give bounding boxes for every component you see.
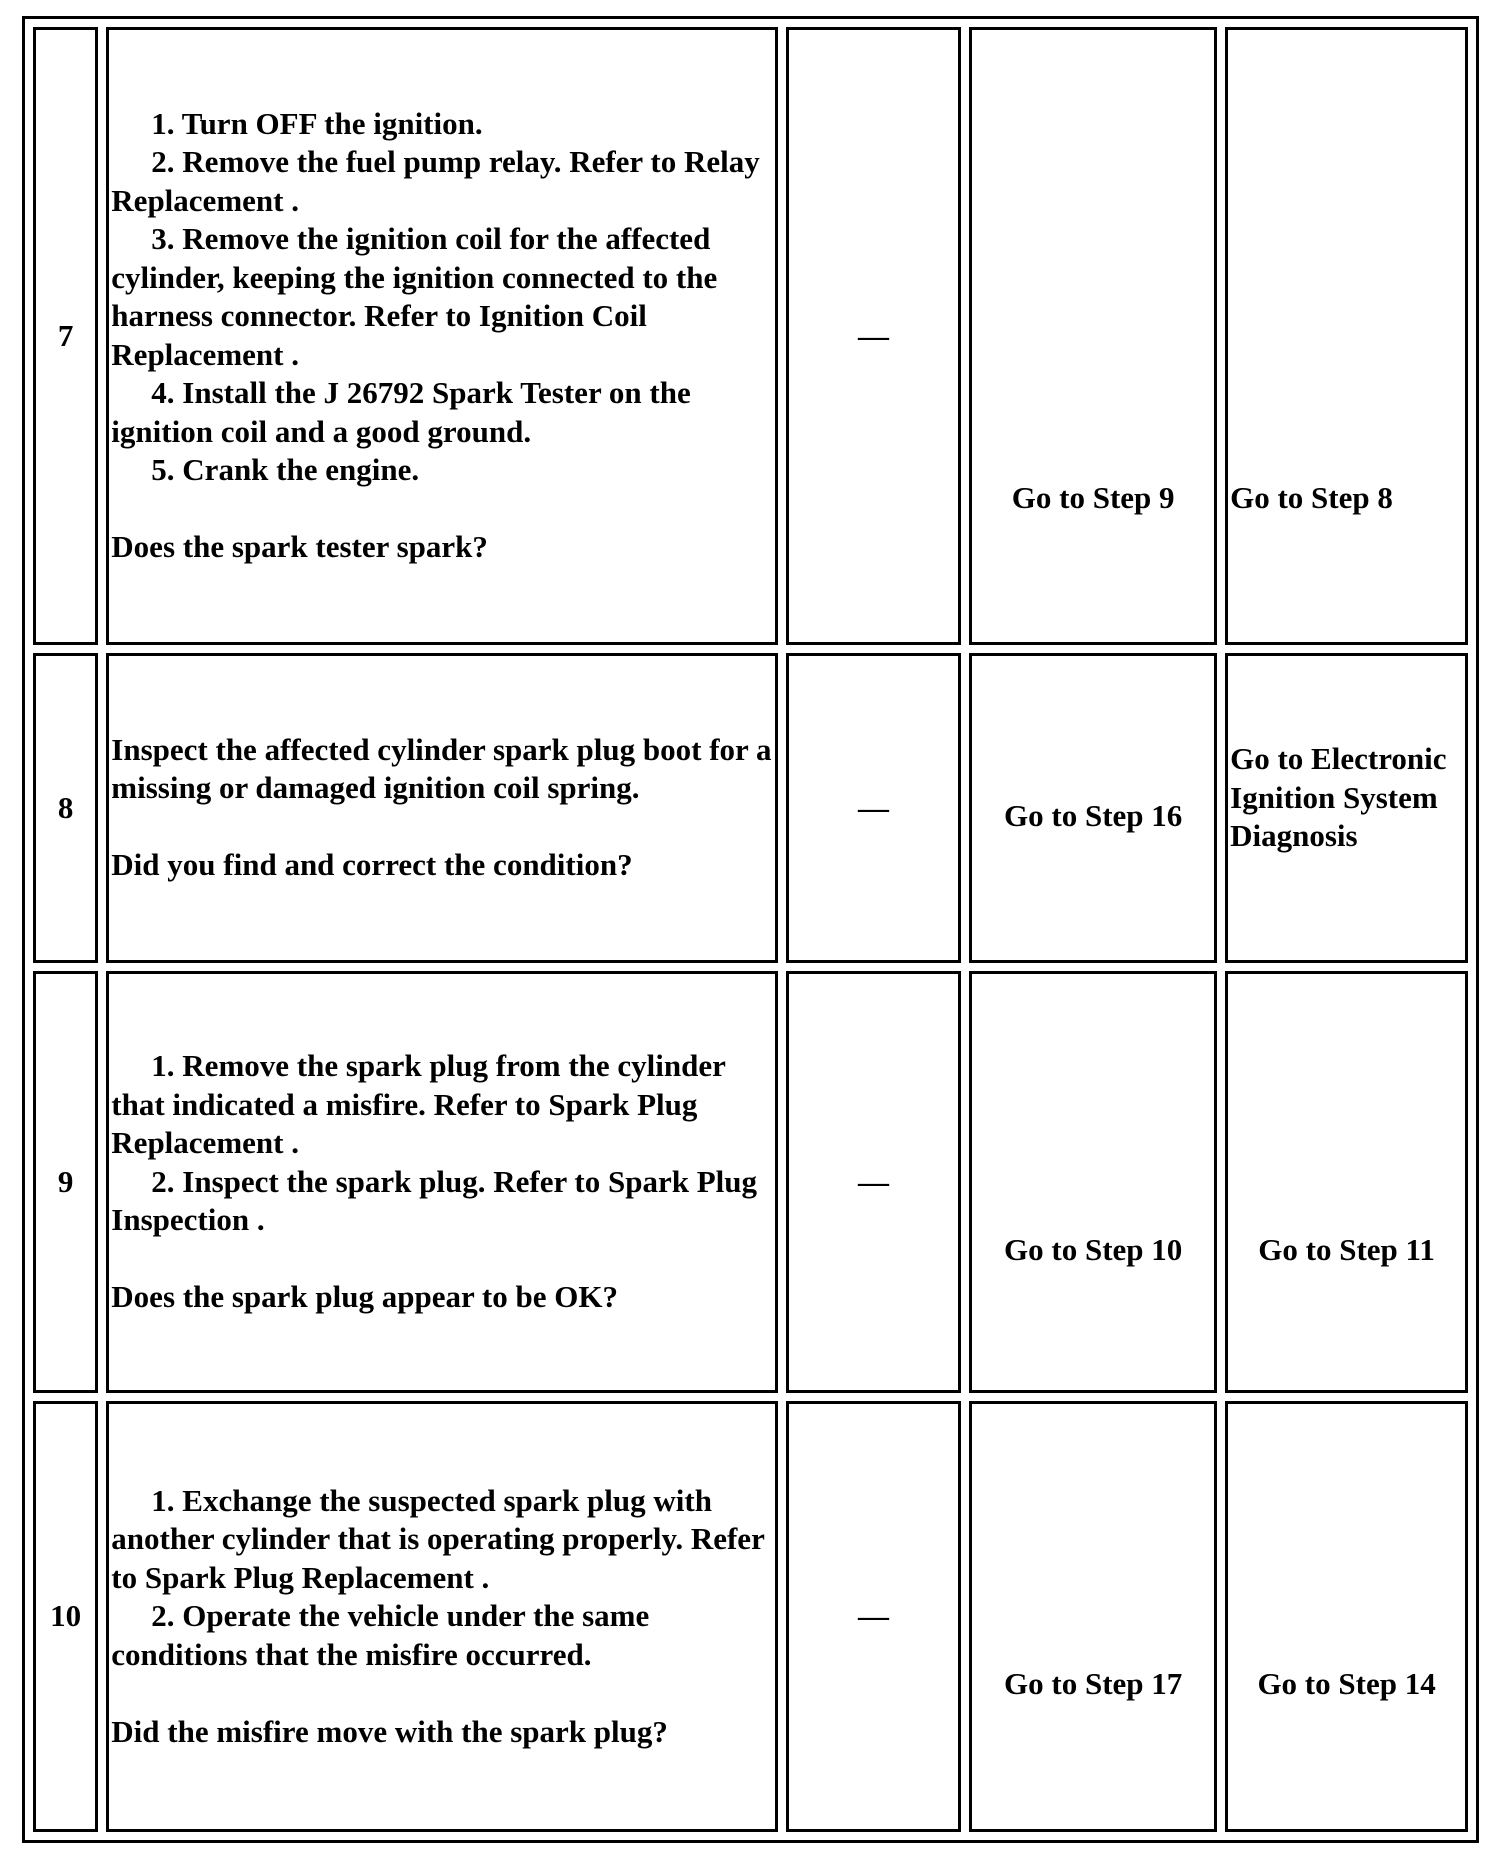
action-item: 3. Remove the ignition coil for the affected cylinder, keeping the ignition connected to the harness connector. Refer to Ignition Coil Replacement . (111, 221, 718, 372)
no-cell (1225, 653, 1468, 963)
no-link[interactable]: Go to Electronic Ignition System Diagnosis (1230, 741, 1447, 854)
no-link[interactable]: Go to Step 14 (1257, 1666, 1436, 1702)
action-item: 2. Operate the vehicle under the same conditions that the misfire occurred. (111, 1598, 650, 1672)
action-question: Does the spark plug appear to be OK? (111, 1279, 618, 1315)
yes-link[interactable]: Go to Step 9 (1011, 479, 1175, 515)
value-cell: — (786, 1401, 962, 1832)
spacer (111, 490, 772, 529)
step-number: 10 (33, 1401, 98, 1832)
spacer (111, 1674, 772, 1713)
action-cell (106, 971, 777, 1394)
action-item: 4. Install the J 26792 Spark Tester on the ignition coil and a good ground. (111, 375, 691, 449)
no-cell (1225, 1401, 1468, 1832)
action-item: 5. Crank the engine. (151, 452, 420, 488)
no-link[interactable]: Go to Step 8 (1230, 479, 1393, 515)
yes-link[interactable]: Go to Step 10 (1004, 1231, 1183, 1267)
no-cell (1225, 971, 1468, 1394)
no-link[interactable]: Go to Step 11 (1258, 1231, 1435, 1267)
step-number: 9 (33, 971, 98, 1394)
action-item: 2. Remove the fuel pump relay. Refer to Relay Replacement . (111, 144, 760, 218)
value-cell: — (786, 653, 962, 963)
step-number: 7 (33, 27, 98, 645)
yes-cell (969, 653, 1217, 963)
table-row (33, 971, 1468, 1394)
action-cell (106, 653, 777, 963)
yes-link[interactable]: Go to Step 16 (1004, 797, 1183, 833)
spacer (111, 808, 772, 847)
action-cell (106, 27, 777, 645)
action-item: 2. Inspect the spark plug. Refer to Spark Plug Inspection . (111, 1163, 757, 1238)
yes-cell (969, 27, 1217, 645)
yes-link[interactable]: Go to Step 17 (1004, 1666, 1183, 1702)
action-question: Did the misfire move with the spark plug? (111, 1713, 668, 1749)
spacer (111, 1240, 772, 1279)
table-row (33, 653, 1468, 963)
action-item: 1. Remove the spark plug from the cylinder that indicated a misfire. Refer to Spark Plug Replacement . (111, 1048, 726, 1161)
action-question: Does the spark tester spark? (111, 529, 488, 565)
action-question: Did you find and correct the condition? (111, 847, 633, 883)
action-item: 1. Exchange the suspected spark plug with another cylinder that is operating properly. Refer to Spark Plug Replacement . (111, 1482, 765, 1595)
yes-cell (969, 971, 1217, 1394)
action-item: 1. Turn OFF the ignition. (151, 105, 483, 141)
table-row (33, 1401, 1468, 1832)
value-cell: — (786, 971, 962, 1394)
value-cell: — (786, 27, 962, 645)
table-row (33, 27, 1468, 645)
no-cell (1225, 27, 1468, 645)
action-text: Inspect the affected cylinder spark plug boot for a missing or damaged ignition coil spring. (111, 731, 772, 806)
yes-cell (969, 1401, 1217, 1832)
step-number: 8 (33, 653, 98, 963)
action-cell (106, 1401, 777, 1832)
diagnostic-steps-table (22, 16, 1479, 1843)
